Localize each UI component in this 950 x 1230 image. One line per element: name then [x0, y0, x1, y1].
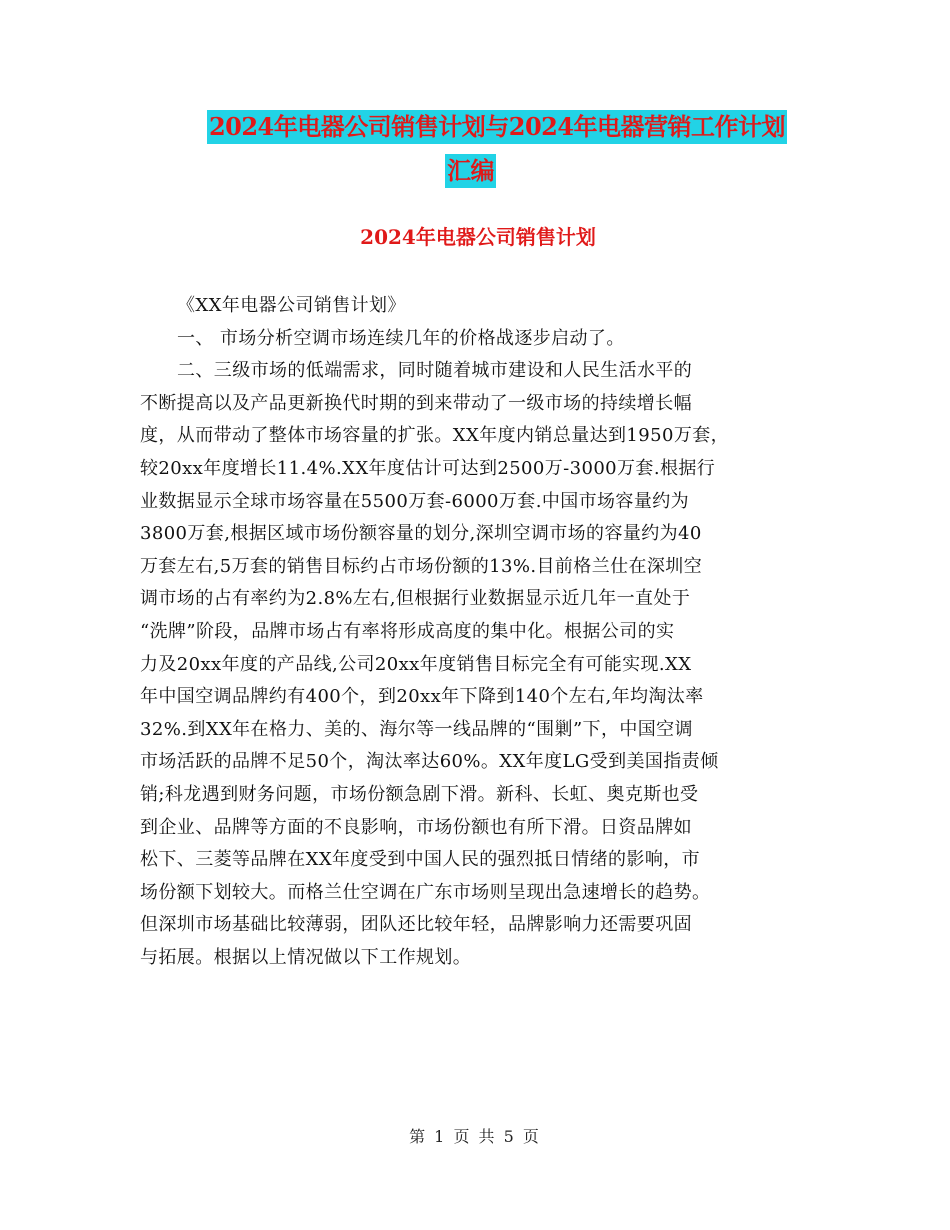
body-line: 二、三级市场的低端需求，同时随着城市建设和人民生活水平的 — [177, 360, 693, 382]
body-line: 不断提高以及产品更新换代时期的到来带动了一级市场的持续增长幅 — [140, 392, 692, 414]
body-line: 万套左右,5万套的销售目标约占市场份额的13%.目前格兰仕在深圳空 — [140, 555, 703, 577]
section-title: 2024年电器公司销售计划 — [360, 225, 596, 249]
body-line: 度，从而带动了整体市场容量的扩张。XX年度内销总量达到1950万套， — [140, 425, 730, 447]
body-line: 场份额下划较大。而格兰仕空调在广东市场则呈现出急速增长的趋势。 — [140, 881, 711, 903]
body-line: 较20xx年度增长11.4%.XX年度估计可达到2500万-3000万套.根据行 — [140, 457, 716, 479]
body-line: 市场活跃的品牌不足50个，淘汰率达60%。XX年度LG受到美国指责倾 — [140, 751, 719, 773]
body-line: 松下、三菱等品牌在XX年度受到中国人民的强烈抵日情绪的影响，市 — [140, 849, 701, 871]
body-line: 但深圳市场基础比较薄弱，团队还比较年轻，品牌影响力还需要巩固 — [140, 914, 692, 936]
document-title-line-2: 汇编 — [445, 154, 496, 188]
body-line: 年中国空调品牌约有400个，到20xx年下降到140个左右,年均淘汰率 — [140, 686, 704, 708]
document-body — [140, 290, 820, 974]
document-title-line-1: 2024年电器公司销售计划与2024年电器营销工作计划 — [207, 110, 787, 144]
body-line: 力及20xx年度的产品线,公司20xx年度销售目标完全有可能实现.XX — [140, 653, 692, 675]
document-title — [0, 110, 950, 185]
body-line: “洗牌”阶段，品牌市场占有率将形成高度的集中化。根据公司的实 — [140, 620, 675, 642]
page-footer: 第 1 页 共 5 页 — [409, 1127, 541, 1146]
body-line: 与拓展。根据以上情况做以下工作规划。 — [140, 946, 472, 968]
body-line: 业数据显示全球市场容量在5500万套-6000万套.中国市场容量约为 — [140, 490, 690, 512]
body-paragraph: 一、 市场分析空调市场连续几年的价格战逐步启动了。 — [177, 327, 625, 349]
body-line: 32%.到XX年在格力、美的、海尔等一线品牌的“围剿”下，中国空调 — [140, 718, 693, 740]
body-paragraph: 《XX年电器公司销售计划》 — [177, 295, 406, 316]
body-line: 销;科龙遇到财务问题，市场份额急剧下滑。新科、长虹、奥克斯也受 — [140, 783, 699, 805]
body-line: 3800万套,根据区域市场份额容量的划分,深圳空调市场的容量约为40 — [140, 523, 702, 545]
body-line: 调市场的占有率约为2.8%左右,但根据行业数据显示近几年一直处于 — [140, 588, 691, 610]
body-line: 到企业、品牌等方面的不良影响，市场份额也有所下滑。日资品牌如 — [140, 816, 692, 838]
